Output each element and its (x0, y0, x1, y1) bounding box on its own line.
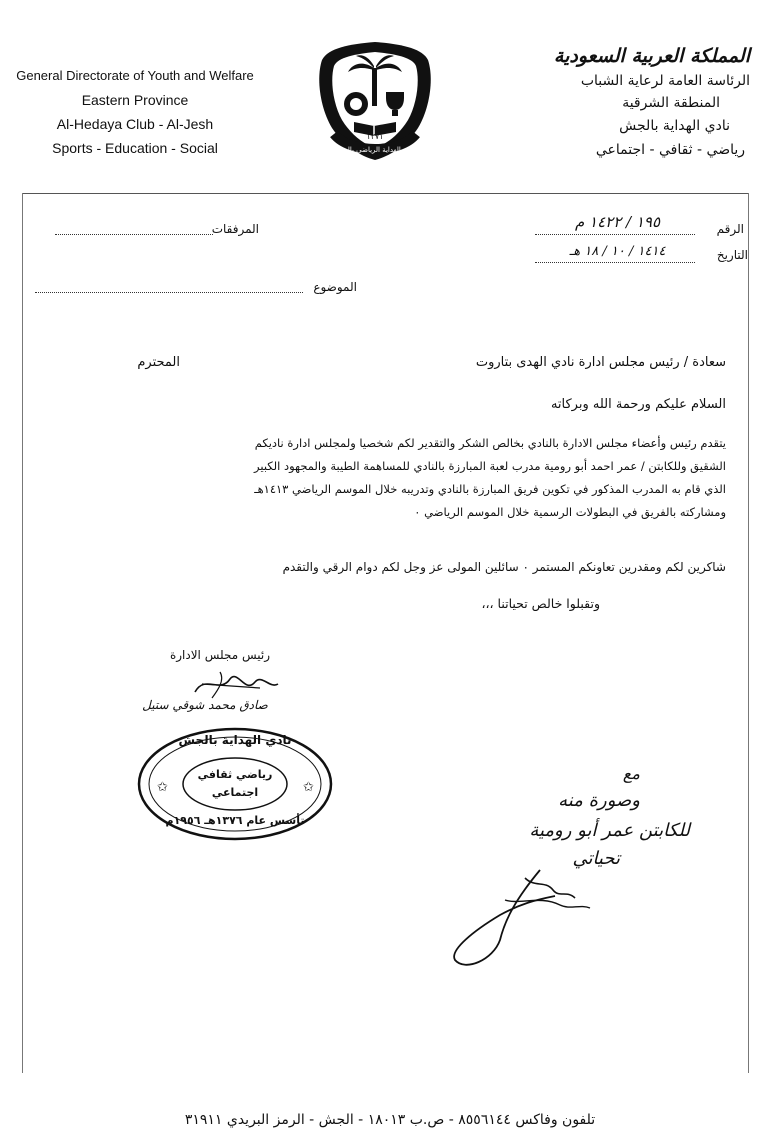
header-left-line-1: General Directorate of Youth and Welfare (16, 68, 254, 83)
subject-dots (35, 292, 303, 293)
header-right-line-3: المنطقة الشرقية (622, 95, 720, 111)
date-dots (535, 262, 695, 263)
subject-label: الموضوع (313, 280, 357, 294)
closing-line: شاكرين لكم ومقدرين تعاونكم المستمر ٠ سائلين المولى عز وجل لكم دوام الرقي والتقدم (282, 560, 726, 574)
handwritten-line-1: مع (622, 764, 640, 783)
handwritten-signature (445, 860, 595, 980)
header-left-line-2: Eastern Province (81, 92, 189, 108)
letter-frame-top (22, 193, 748, 204)
header-right-line-5: رياضي - ثقافي - اجتماعي (595, 142, 745, 158)
handwritten-line-2: وصورة منه (558, 790, 640, 811)
svg-text:✩: ✩ (303, 780, 314, 795)
greeting: السلام عليكم ورحمة الله وبركاته (550, 397, 726, 412)
regards: وتقبلوا خالص تحياتنا ،،، (481, 596, 600, 611)
header-left-line-4: Sports - Education - Social (52, 140, 218, 156)
letter-frame-right (748, 193, 749, 1073)
handwritten-signature-icon (445, 860, 595, 980)
number-dots (535, 234, 695, 235)
club-logo (310, 38, 440, 163)
number-label: الرقم (716, 222, 744, 236)
date-value: ١٤١٤ / ١٠ / ١٨ هـ (569, 244, 666, 259)
body-line-3: الذي قام به المدرب المذكور في تكوين فريق المبارزة بالنادي وتدريبه خلال الموسم الرياضي ١٤١٣هـ (254, 482, 726, 496)
date-label: التاريخ (716, 248, 748, 262)
header-right-line-2: الرئاسة العامة لرعاية الشباب (580, 73, 750, 89)
honorific: المحترم (137, 355, 180, 370)
stamp-center-line-2: اجتماعي (211, 786, 259, 799)
signatory-name: صادق محمد شوقي ستيل (142, 698, 268, 712)
handwritten-line-3: للكابتن عمر أبو رومية (529, 820, 690, 841)
svg-text:✩: ✩ (157, 780, 168, 795)
letter-frame-left (22, 193, 23, 1073)
attachments-dots (55, 234, 213, 235)
attachments-label: المرفقات (211, 222, 259, 236)
signatory-title: رئيس مجلس الادارة (169, 648, 271, 662)
footer-contact: تلفون وفاكس ٨٥٥٦١٤٤ - ص.ب ١٨٠١٣ - الجش - الرمز البريدي ٣١٩١١ (184, 1112, 596, 1128)
body-line-1: يتقدم رئيس وأعضاء مجلس الادارة بالنادي بخالص الشكر والتقدير لكم شخصيا ولمجلس ادارة ناديكم (254, 436, 726, 450)
header-left-line-3: Al-Hedaya Club - Al-Jesh (56, 116, 214, 132)
header-right-line-4: نادي الهداية بالجش (619, 118, 730, 134)
shield-logo-icon (310, 38, 440, 163)
stamp-center-line-1: رياضي ثقافي (197, 768, 273, 781)
header-right-line-1: المملكة العربية السعودية (553, 45, 750, 67)
logo-ring-text: نادي الهداية الرياضي بالجش (334, 146, 416, 154)
handwritten-line-4: تحياتي (572, 848, 620, 869)
header-right (520, 42, 750, 162)
header-left (10, 64, 260, 160)
number-value: ١٩٥ / ١٤٢٢ م (574, 213, 661, 231)
addressee: سعادة / رئيس مجلس ادارة نادي الهدى بتاروت (475, 355, 726, 370)
logo-year: ١٣٧١ (366, 132, 384, 141)
stamp-bottom-text: تأسس عام ١٣٧٦هـ ١٩٥٦م (165, 814, 305, 827)
stamp-ring-text: نادي الهداية بالجش (178, 733, 292, 747)
body-paragraph (60, 432, 726, 524)
body-line-4: ومشاركته بالفريق في البطولات الرسمية خلال الموسم الرياضي ٠ (414, 505, 726, 519)
body-line-2: الشقيق وللكابتن / عمر احمد أبو رومية مدرب لعبة المبارزة بالنادي للمساهمة الطيبة والمجهود الكبير (254, 459, 726, 473)
